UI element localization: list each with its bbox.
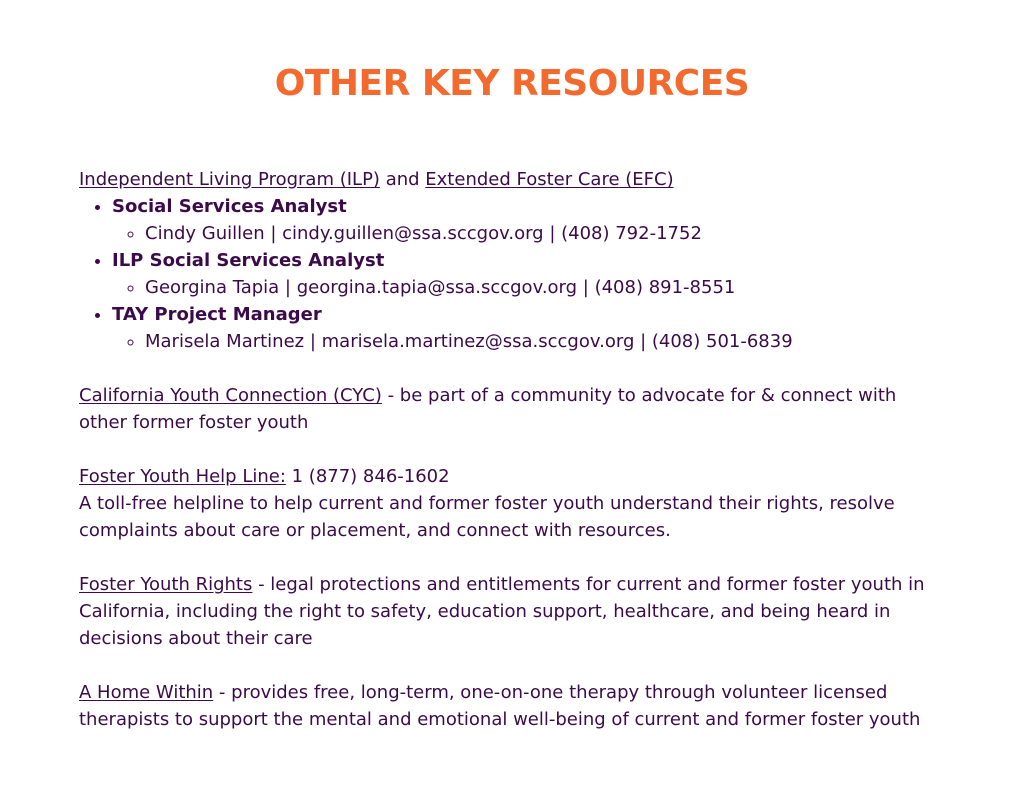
contact-detail: ◦ Georgina Tapia | georgina.tapia@ssa.sccgov.org | (408) 891-8551	[145, 274, 939, 301]
home-section	[79, 679, 939, 733]
rights-link[interactable]: Foster Youth Rights	[79, 574, 253, 595]
ilp-link[interactable]: Independent Living Program (ILP)	[79, 169, 380, 190]
home-description: - provides free, long-term, one-on-one therapy through volunteer licensed therapists to support the mental and emotional well-being of current and former foster youth	[79, 682, 921, 730]
contact-list	[79, 193, 939, 355]
helpline-phone: 1 (877) 846-1602	[285, 466, 450, 487]
cyc-description: - be part of a community to advocate for & connect with other former foster youth	[79, 385, 897, 433]
contact-detail: ◦ Marisela Martinez | marisela.martinez@ssa.sccgov.org | (408) 501-6839	[145, 328, 939, 355]
page-title: OTHER KEY RESOURCES	[274, 63, 750, 104]
ilp-joiner: and	[379, 169, 426, 190]
helpline-section	[79, 463, 939, 544]
contact-role: ILP Social Services Analyst	[112, 250, 385, 271]
helpline-description: A toll-free helpline to help current and former foster youth understand their rights, resolve complaints about care or placement, and connect with resources.	[79, 493, 895, 541]
ilp-heading	[79, 166, 939, 193]
resources-content	[79, 166, 939, 733]
ilp-section	[79, 166, 939, 355]
cyc-link[interactable]: California Youth Connection (CYC)	[79, 385, 382, 406]
rights-description: - legal protections and entitlements for current and former foster youth in California, including the right to safety, education support, healthcare, and being heard in decisions about their care	[79, 574, 925, 649]
contact-item	[112, 301, 939, 355]
cyc-section	[79, 382, 939, 436]
rights-section	[79, 571, 939, 652]
contact-item	[112, 193, 939, 247]
helpline-heading	[79, 463, 939, 490]
home-within-link[interactable]: A Home Within	[79, 682, 214, 703]
contact-role: TAY Project Manager	[112, 304, 322, 325]
efc-link[interactable]: Extended Foster Care (EFC)	[425, 169, 674, 190]
contact-detail: ◦ Cindy Guillen | cindy.guillen@ssa.sccgov.org | (408) 792-1752	[145, 220, 939, 247]
contact-item	[112, 247, 939, 301]
contact-role: Social Services Analyst	[112, 196, 347, 217]
helpline-link[interactable]: Foster Youth Help Line:	[79, 466, 286, 487]
